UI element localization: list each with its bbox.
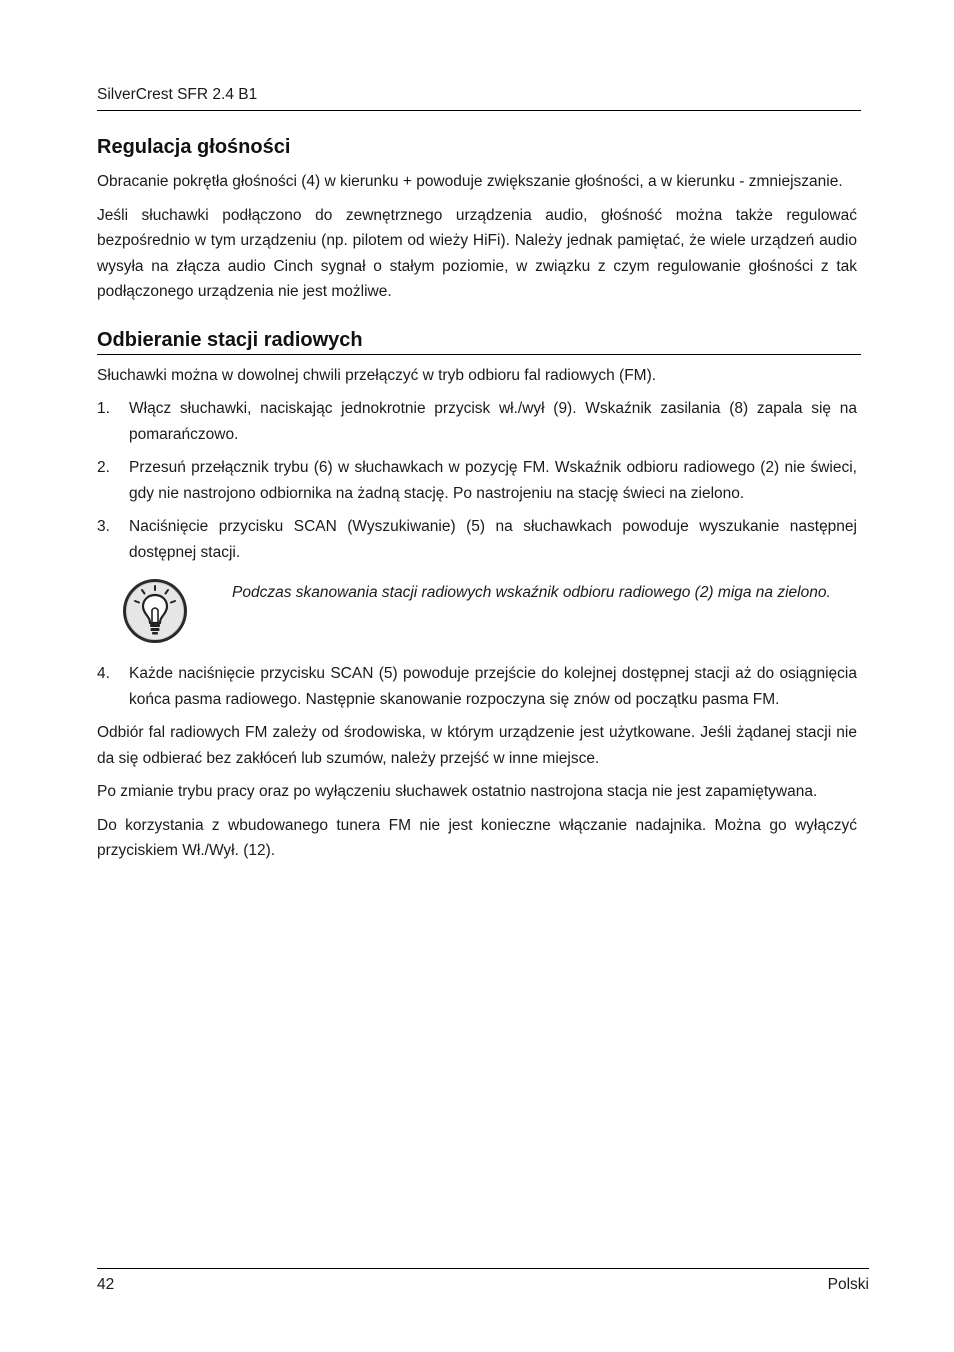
step-number: 2. [97, 459, 110, 476]
step-number: 1. [97, 400, 110, 417]
paragraph: Odbiór fal radiowych FM zależy od środowiska, w którym urządzenie jest użytkowane. Jeśli żądanej stacji nie da się odbierać bez zakłóceń lub szumów, należy przejść w inne miejsce. [97, 724, 857, 767]
list-item [97, 455, 857, 506]
lightbulb-icon [121, 577, 189, 645]
page-footer [97, 1268, 869, 1299]
paragraph: Do korzystania z wbudowanego tunera FM nie jest konieczne włączanie nadajnika. Można go wyłączyć przyciskiem Wł./Wył. (12). [97, 816, 857, 859]
paragraph: Po zmianie trybu pracy oraz po wyłączeniu słuchawek ostatnio nastrojona stacja nie jest zapamiętywana. [97, 783, 818, 800]
heading-volume: Regulacja głośności [97, 136, 291, 158]
step-number: 3. [97, 518, 110, 535]
step-text: Każde naciśnięcie przycisku SCAN (5) powoduje przejście do kolejnej dostępnej stacji aż do osiągnięcia końca pasma radiowego. Następnie skanowanie rozpoczyna się znów od początku pasma FM. [129, 665, 857, 708]
header-title: SilverCrest SFR 2.4 B1 [97, 86, 258, 103]
step-text: Naciśnięcie przycisku SCAN (Wyszukiwanie) (5) na słuchawkach powoduje wyszukanie następnej dostępnej stacji. [129, 518, 857, 561]
steps-list [97, 396, 857, 565]
page-number: 42 [97, 1276, 115, 1293]
paragraph: Słuchawki można w dowolnej chwili przełączyć w tryb odbioru fal radiowych (FM). [97, 366, 657, 384]
heading-radio: Odbieranie stacji radiowych [97, 327, 861, 355]
step-text: Przesuń przełącznik trybu (6) w słuchawkach w pozycję FM. Wskaźnik odbioru radiowego (2) nie świeci, gdy nie nastrojono odbiornika na żadną stację. Po nastrojeniu na stację świeci na zielono. [129, 459, 857, 502]
footer-language: Polski [827, 1276, 869, 1293]
steps-list-continued [97, 661, 857, 712]
step-text: Włącz słuchawki, naciskając jednokrotnie przycisk wł./wył (9). Wskaźnik zasilania (8) zapala się na pomarańczowo. [129, 400, 857, 443]
step-number: 4. [97, 665, 110, 682]
list-item [97, 514, 857, 565]
tip-box [97, 575, 857, 661]
page-content [97, 134, 857, 864]
paragraph: Obracanie pokrętła głośności (4) w kierunku + powoduje zwiększanie głośności, a w kierunku - zmniejszanie. [97, 173, 843, 190]
tip-text: Podczas skanowania stacji radiowych wskaźnik odbioru radiowego (2) miga na zielono. [232, 584, 831, 601]
page-header [97, 84, 861, 111]
paragraph: Jeśli słuchawki podłączono do zewnętrznego urządzenia audio, głośność można także regulować bezpośrednio w tym urządzeniu (np. pilotem od wieży HiFi). Należy jednak pamiętać, że wiele urządzeń audio wysyła na złącza audio Cinch sygnał o stałym poziomie, w związku z czym regulowanie głośności z tak podłączonego urządzenia nie jest możliwe. [97, 206, 857, 300]
list-item [97, 661, 857, 712]
list-item [97, 396, 857, 447]
